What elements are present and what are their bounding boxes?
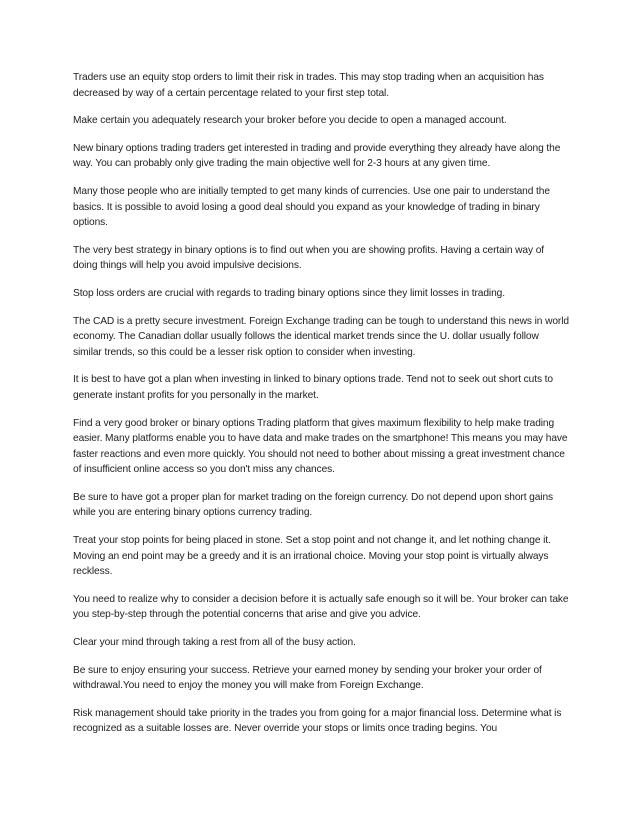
paragraph: It is best to have got a plan when investing in linked to binary options trade. Tend not to seek out short cuts to generate instant profits for you personally in the market. bbox=[73, 374, 553, 401]
paragraph: Many those people who are initially tempted to get many kinds of currencies. Use one pair to understand the basics. It is possible to avoid losing a good deal should you expand as your knowledge of trading in binary options. bbox=[73, 185, 550, 229]
paragraph: Make certain you adequately research your broker before you decide to open a managed account. bbox=[73, 115, 507, 127]
paragraph: You need to realize why to consider a decision before it is actually safe enough so it will be. Your broker can take you step-by-step through the potential concerns that arise and give you advice. bbox=[73, 593, 569, 621]
paragraph: Treat your stop points for being placed in stone. Set a stop point and not change it, and let nothing change it. Moving an end point may be a greedy and it is an irrational choice. Moving your stop point is virtually always reckless. bbox=[73, 535, 551, 578]
paragraph: Be sure to have got a proper plan for market trading on the foreign currency. Do not depend upon short gains while you are entering binary options currency trading. bbox=[73, 491, 554, 519]
paragraph: Risk management should take priority in the trades you from going for a major financial loss. Determine what is recognized as a suitable losses are. Never override your stops or limits once trading begins. You bbox=[73, 707, 562, 735]
paragraph: Clear your mind through taking a rest from all of the busy action. bbox=[73, 637, 356, 649]
paragraph: The CAD is a pretty secure investment. Foreign Exchange trading can be tough to understand this news in world economy. The Canadian dollar usually follows the identical market trends since the U. dollar usually follow similar trends, so this could be a lesser risk option to consider when investing. bbox=[73, 315, 569, 358]
document-body bbox=[73, 70, 569, 749]
paragraph: New binary options trading traders get interested in trading and provide everything they already have along the way. You can probably only give trading the main objective well for 2-3 hours at any given time. bbox=[73, 142, 561, 170]
paragraph: Be sure to enjoy ensuring your success. Retrieve your earned money by sending your broker your order of withdrawal.You need to enjoy the money you will make from Foreign Exchange. bbox=[73, 664, 542, 692]
paragraph: Find a very good broker or binary options Trading platform that gives maximum flexibility to help make trading easier. Many platforms enable you to have data and make trades on the smartphone! This means you may have faster reactions and even more quickly. You should not need to bother about missing a great investment chance of insufficient online access so you don't miss any chances. bbox=[73, 417, 568, 476]
paragraph: The very best strategy in binary options is to find out when you are showing profits. Having a certain way of doing things will help you avoid impulsive decisions. bbox=[73, 244, 544, 272]
paragraph: Traders use an equity stop orders to limit their risk in trades. This may stop trading when an acquisition has decreased by way of a certain percentage related to your first step total. bbox=[73, 72, 544, 99]
paragraph: Stop loss orders are crucial with regards to trading binary options since they limit losses in trading. bbox=[73, 287, 505, 299]
